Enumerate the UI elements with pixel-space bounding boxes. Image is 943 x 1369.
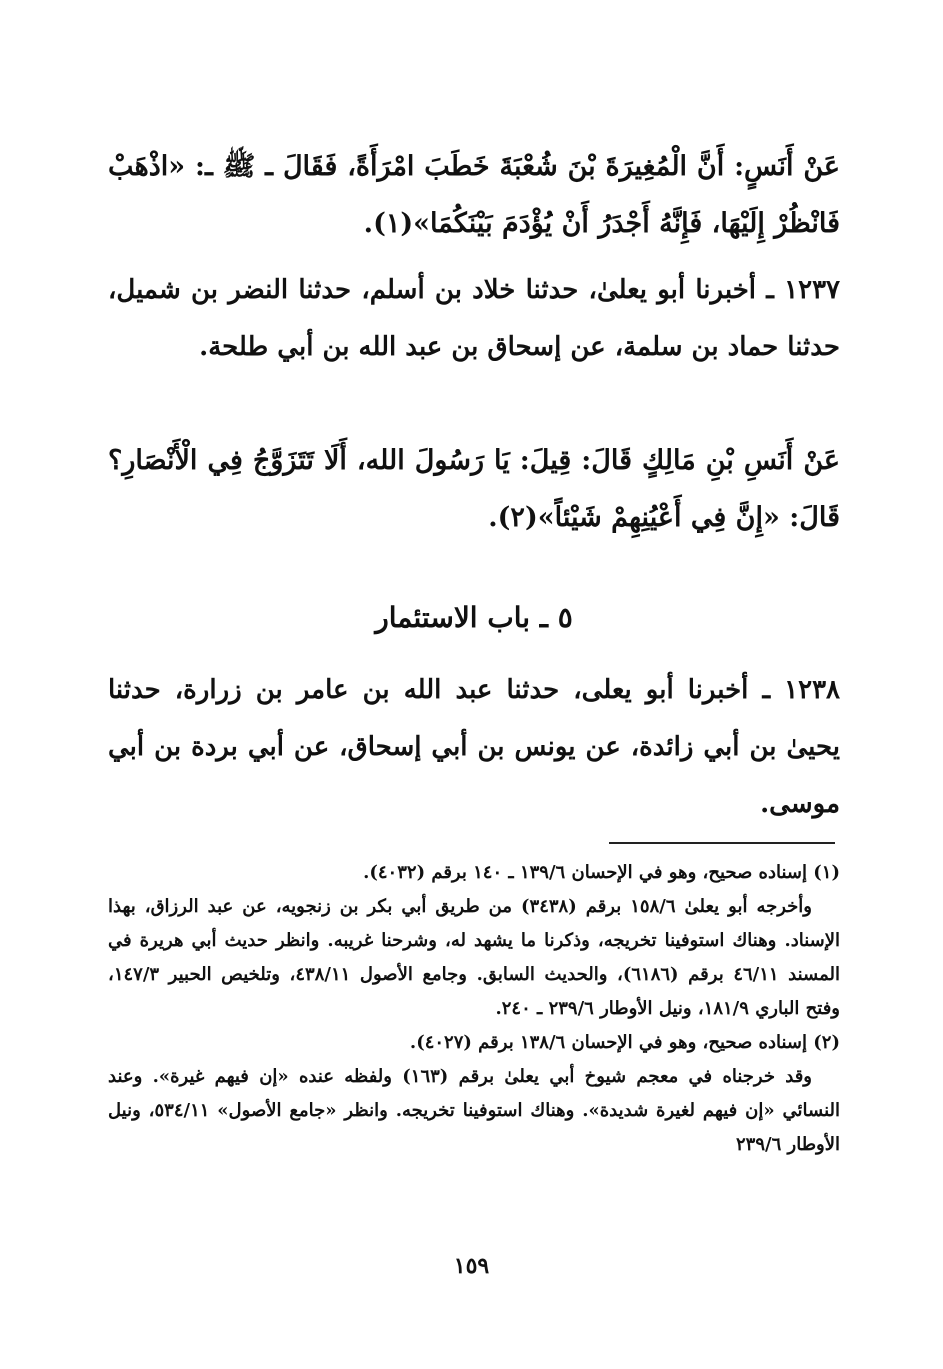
footnote-1-continuation: وأخرجه أبو يعلىٰ ١٥٨/٦ برقم (٣٤٣٨) من طريق أبي بكر بن زنجويه، عن عبد الرزاق، بهذا الإسناد. وهناك استوفينا تخريجه، وذكرنا ما يشهد له، وشرحنا غريبه. وانظر حديث أبي هريرة في المسند ٤٦/١١ برقم (٦١٨٦)، والحديث السابق. وجامع الأصول ٤٣٨/١١، وتلخيص الحبير ١٤٧/٣، وفتح الباري ١٨١/٩، ونيل الأوطار ٢٣٩/٦ ـ ٢٤٠. bbox=[108, 896, 841, 1019]
hadith-text-2: عَنْ أَنَسِ بْنِ مَالِكٍ قَالَ: قِيلَ: يَا رَسُولَ الله، أَلَا تَتَزَوَّجُ فِي الْأَنْصَارِ؟ قَالَ: «إِنَّ فِي أَعْيُنِهِمْ شَيْئاً»(٢). bbox=[108, 445, 840, 533]
page-number: ١٥٩ bbox=[453, 1253, 490, 1279]
footnotes bbox=[108, 856, 840, 1162]
isnad-1238: ١٢٣٨ ـ أخبرنا أبو يعلى، حدثنا عبد الله بن عامر بن زرارة، حدثنا يحيىٰ بن أبي زائدة، عن يونس بن أبي إسحاق، عن أبي بردة بن أبي موسى. bbox=[108, 675, 840, 819]
isnad-1237: ١٢٣٧ ـ أخبرنا أبو يعلىٰ، حدثنا خلاد بن أسلم، حدثنا النضر بن شميل، حدثنا حماد بن سلمة، عن إسحاق بن عبد الله بن أبي طلحة. bbox=[108, 275, 840, 362]
footnote-separator bbox=[609, 842, 835, 844]
footnote-2: (٢) إسناده صحيح، وهو في الإحسان ١٣٨/٦ برقم (٤٠٢٧). bbox=[409, 1032, 840, 1053]
footnote-2-continuation: وقد خرجناه في معجم شيوخ أبي يعلىٰ برقم (١٦٣) ولفظه عنده «إن فيهم غيرة». وعند النسائي «إن فيهم لغيرة شديدة». وهناك استوفينا تخريجه. وانظر «جامع الأصول» ٥٣٤/١١، ونيل الأوطار ٢٣٩/٦ bbox=[108, 1066, 840, 1155]
hadith-text-1: عَنْ أَنَسٍ: أَنَّ الْمُغِيرَةَ بْنَ شُعْبَةَ خَطَبَ امْرَأَةً، فَقَالَ ـ ﷺ ـ: «اذْهَبْ فَانْظُرْ إِلَيْهَا، فَإِنَّهُ أَجْدَرُ أَنْ يُؤْدَمَ بَيْنَكُمَا»(١). bbox=[108, 151, 840, 239]
footnote-1: (١) إسناده صحيح، وهو في الإحسان ١٣٩/٦ ـ ١٤٠ برقم (٤٠٣٢). bbox=[363, 862, 840, 883]
chapter-heading: ٥ ـ باب الاستئمار bbox=[375, 601, 573, 634]
